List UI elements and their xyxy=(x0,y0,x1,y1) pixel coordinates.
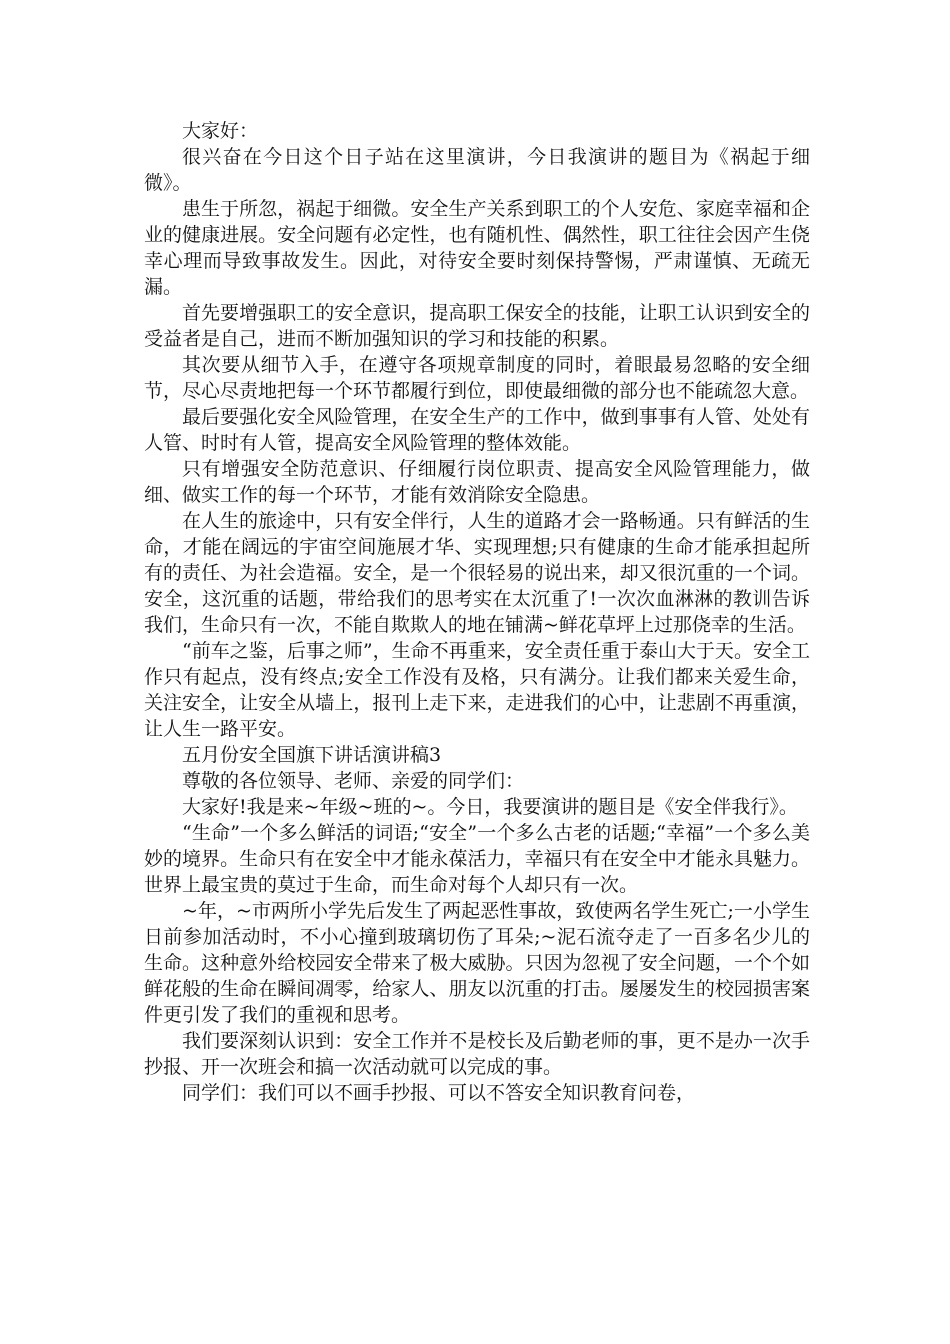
body-paragraph: 同学们：我们可以不画手抄报、可以不答安全知识教育问卷， xyxy=(182,1082,696,1104)
body-paragraph: “前车之鉴，后事之师”，生命不再重来，安全责任重于泰山大于天。安全工作只有起点，没有终点;安全工作没有及格，只有满分。让我们都来关爱生命，关注安全，让安全从墙上，报刊上走下来，走进我们的心中，让悲剧不再重演，让人生一路平安。 xyxy=(144,640,810,740)
greeting-paragraph: 大家好： xyxy=(182,120,259,142)
body-paragraph: 我们要深刻认识到：安全工作并不是校长及后勤老师的事，更不是办一次手抄报、开一次班会和搞一次活动就可以完成的事。 xyxy=(144,1030,810,1078)
body-paragraph: ~年，~市两所小学先后发生了两起恶性事故，致使两名学生死亡;一小学生日前参加活动时，不小心撞到玻璃切伤了耳朵;~泥石流夺走了一百多名少儿的生命。这种意外给校园安全带来了极大威胁。只因为忽视了安全问题，一个个如鲜花般的生命在瞬间凋零，给家人、朋友以沉重的打击。屡屡发生的校园损害案件更引发了我们的重视和思考。 xyxy=(144,900,810,1026)
salutation-paragraph: 尊敬的各位领导、老师、亲爱的同学们： xyxy=(182,770,525,792)
body-paragraph: 很兴奋在今日这个日子站在这里演讲，今日我演讲的题目为《祸起于细微》。 xyxy=(144,146,810,194)
section-title: 五月份安全国旗下讲话演讲稿3 xyxy=(182,744,442,766)
body-paragraph: 大家好!我是来~年级~班的~。今日，我要演讲的题目是《安全伴我行》。 xyxy=(182,796,798,818)
body-paragraph: 只有增强安全防范意识、仔细履行岗位职责、提高安全风险管理能力，做细、做实工作的每一个环节，才能有效消除安全隐患。 xyxy=(144,458,810,506)
body-paragraph: “生命”一个多么鲜活的词语;“安全”一个多么古老的话题;“幸福”一个多么美妙的境界。生命只有在安全中才能永葆活力，幸福只有在安全中才能永具魅力。世界上最宝贵的莫过于生命，而生命对每个人却只有一次。 xyxy=(144,822,810,896)
body-paragraph: 患生于所忽，祸起于细微。安全生产关系到职工的个人安危、家庭幸福和企业的健康进展。安全问题有必定性，也有随机性、偶然性，职工往往会因产生侥幸心理而导致事故发生。因此，对待安全要时刻保持警惕，严肃谨慎、无疏无漏。 xyxy=(144,198,810,298)
document-body xyxy=(144,118,810,1106)
body-paragraph: 其次要从细节入手，在遵守各项规章制度的同时，着眼最易忽略的安全细节，尽心尽责地把每一个环节都履行到位，即使最细微的部分也不能疏忽大意。 xyxy=(144,354,810,402)
body-paragraph: 首先要增强职工的安全意识，提高职工保安全的技能，让职工认识到安全的受益者是自己，进而不断加强知识的学习和技能的积累。 xyxy=(144,302,810,350)
body-paragraph: 最后要强化安全风险管理，在安全生产的工作中，做到事事有人管、处处有人管、时时有人管，提高安全风险管理的整体效能。 xyxy=(144,406,810,454)
body-paragraph: 在人生的旅途中，只有安全伴行，人生的道路才会一路畅通。只有鲜活的生命，才能在阔远的宇宙空间施展才华、实现理想;只有健康的生命才能承担起所有的责任、为社会造福。安全，是一个很轻易的说出来，却又很沉重的一个词。安全，这沉重的话题，带给我们的思考实在太沉重了!一次次血淋淋的教训告诉我们，生命只有一次，不能自欺欺人的地在铺满~鲜花草坪上过那侥幸的生活。 xyxy=(144,510,810,636)
